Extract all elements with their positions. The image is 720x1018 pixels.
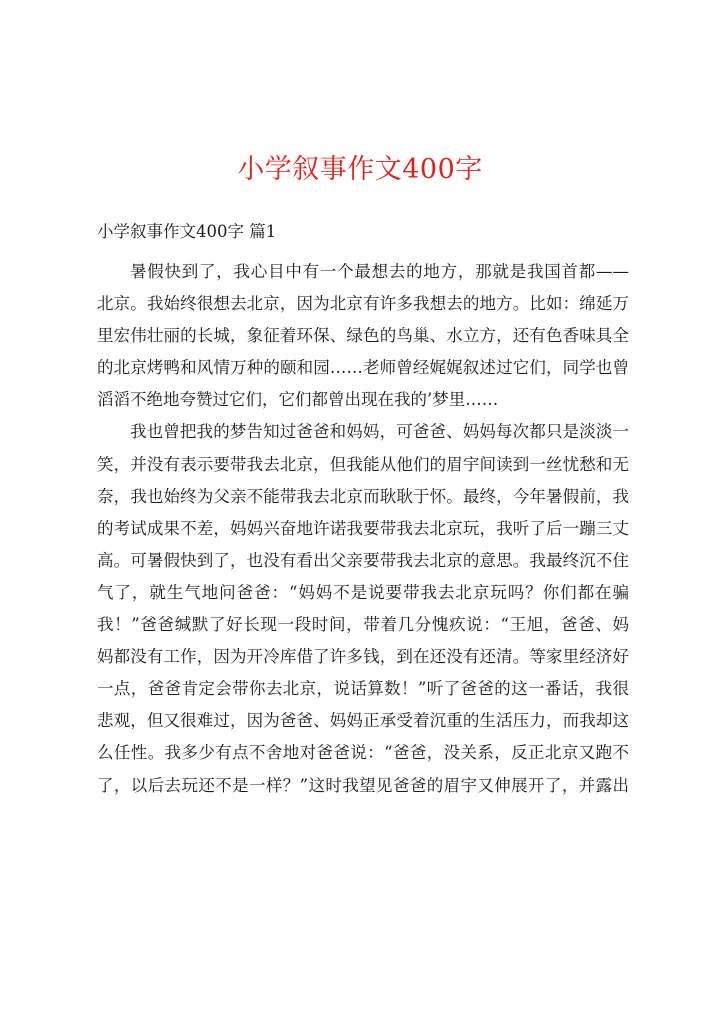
paragraph-2 <box>97 416 629 801</box>
paragraph-line: 北京。我始终很想去北京，因为北京有许多我想去的地方。比如：绵延万 <box>97 294 629 314</box>
paragraph-line: 高。可暑假快到了，也没有看出父亲要带我去北京的意思。我最终沉不住 <box>97 550 629 570</box>
section-heading: 小学叙事作文400字 篇1 <box>97 222 277 241</box>
paragraph-line: 里宏伟壮丽的长城，象征着环保、绿色的鸟巢、水立方，还有色香味具全 <box>97 326 629 346</box>
paragraph-line: 妈都没有工作，因为开冷库借了许多钱，到在还没有还清。等家里经济好 <box>97 647 629 667</box>
paragraph-line: 滔滔不绝地夸赞过它们，它们都曾出现在我的’梦里…… <box>97 390 499 410</box>
paragraph-1 <box>97 256 629 416</box>
paragraph-line: 的考试成果不差，妈妈兴奋地许诺我要带我去北京玩，我听了后一蹦三丈 <box>97 518 629 538</box>
paragraph-line: 笑，并没有表示要带我去北京，但我能从他们的眉宇间读到一丝忧愁和无 <box>97 454 629 474</box>
paragraph-line: 我！”爸爸缄默了好长现一段时间，带着几分愧疚说：“王旭，爸爸、妈 <box>97 615 629 635</box>
paragraph-line: 一点，爸爸肯定会带你去北京，说话算数！”听了爸爸的这一番话，我很 <box>97 679 629 699</box>
paragraph-line: 暑假快到了，我心目中有一个最想去的地方，那就是我国首都—— <box>130 262 629 281</box>
essay-body <box>97 256 629 802</box>
paragraph-line: 悲观，但又很难过，因为爸爸、妈妈正承受着沉重的生活压力，而我却这 <box>97 711 629 731</box>
paragraph-line: 了，以后去玩还不是一样？”这时我望见爸爸的眉宇又伸展开了，并露出 <box>97 775 629 795</box>
paragraph-line: 么任性。我多少有点不舍地对爸爸说：“爸爸，没关系，反正北京又跑不 <box>97 743 629 763</box>
paragraph-line: 的北京烤鸭和风情万种的颐和园……老师曾经娓娓叙述过它们，同学也曾 <box>97 358 629 378</box>
paragraph-line: 我也曾把我的梦告知过爸爸和妈妈，可爸爸、妈妈每次都只是淡淡一 <box>130 422 629 442</box>
document-title: 小学叙事作文400字 <box>237 154 483 185</box>
paragraph-line: 奈，我也始终为父亲不能带我去北京而耿耿于怀。最终，今年暑假前，我 <box>97 486 629 506</box>
paragraph-line: 气了，就生气地问爸爸：“妈妈不是说要带我去北京玩吗？你们都在骗 <box>97 582 629 602</box>
